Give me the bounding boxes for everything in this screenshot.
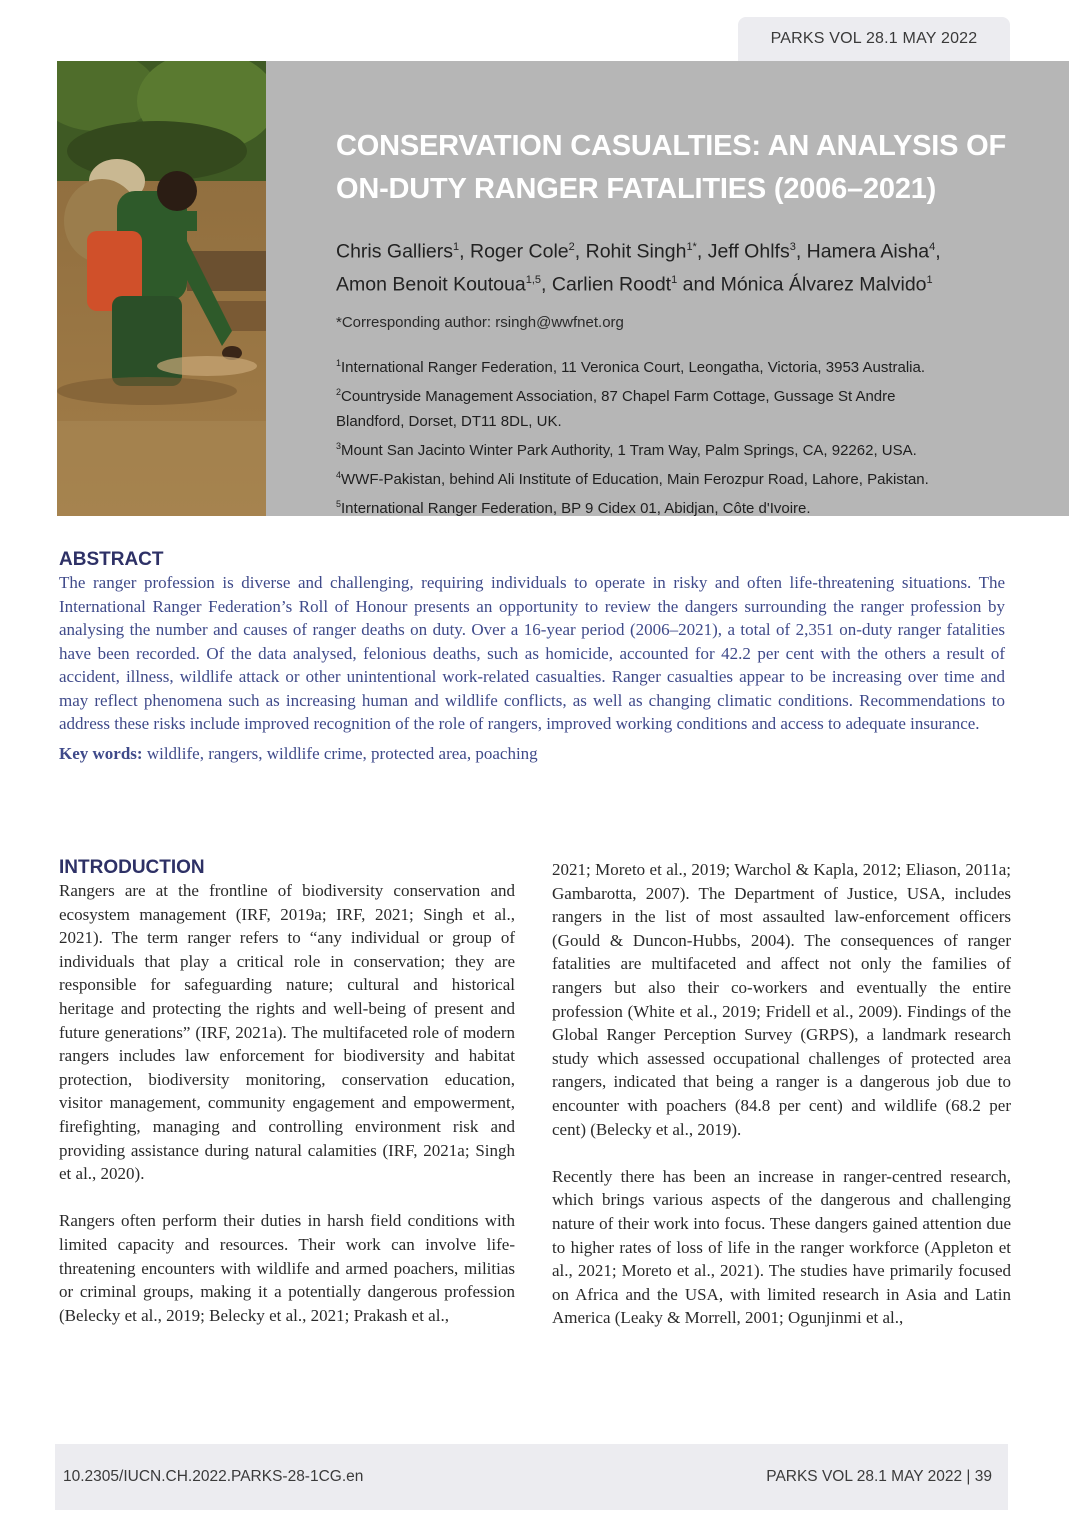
article-header bbox=[336, 125, 1036, 521]
author-affiliation-mark: 1,5 bbox=[525, 273, 542, 286]
affiliation-number: 1 bbox=[336, 358, 342, 368]
introduction-left-column bbox=[59, 857, 515, 1327]
affiliation-text: WWF-Pakistan, behind Ali Institute of Education, Main Ferozpur Road, Lahore, Pakistan. bbox=[341, 471, 929, 488]
introduction-heading: INTRODUCTION bbox=[59, 857, 205, 878]
title-line-1: CONSERVATION CASUALTIES: AN ANALYSIS OF bbox=[336, 130, 1006, 162]
affiliation bbox=[336, 434, 1036, 463]
affiliation-text: International Ranger Federation, 11 Veronica Court, Leongatha, Victoria, 3953 Australia. bbox=[341, 359, 926, 376]
abstract-section bbox=[59, 549, 1005, 764]
body-paragraph: Recently there has been an increase in ranger-centred research, which brings various aspects of the dangerous and challenging nature of their work into focus. These dangers gained attention due to higher rates of loss of life in the ranger workforce (Appleton et al., 2021; Moreto et al., 2021). The studies have primarily focused on Africa and the USA, with limited research in Asia and Latin America (Leaky & Morrell, 2001; Ogunjinmi et al., bbox=[552, 1166, 1011, 1328]
affiliation-number: 2 bbox=[336, 387, 342, 397]
author-affiliation-mark: 1 bbox=[671, 273, 678, 286]
keywords-list: wildlife, rangers, wildlife crime, protected area, poaching bbox=[146, 743, 538, 763]
author: Roger Cole bbox=[470, 240, 569, 263]
author-separator: , bbox=[459, 240, 470, 263]
author-separator: , bbox=[935, 240, 941, 263]
affiliation-number: 5 bbox=[336, 499, 342, 509]
body-paragraph: 2021; Moreto et al., 2019; Warchol & Kapla, 2012; Eliason, 2011a; Gambarotta, 2007). The Department of Justice, USA, includes rangers in the list of most assaulted law-enforcement officers (Gould & Duncon-Hubbs, 2004). The consequences of ranger fatalities are multifaceted and affect not only the families of rangers but also their co-workers and eventually the entire profession (White et al., 2019; Fridell et al., 2009). Findings of the Global Ranger Perception Survey (GRPS), a landmark research study which assessed occupational challenges of protected area rangers, indicated that being a ranger is a dangerous job due to encounter with poachers (84.8 per cent) and wildlife (68.2 per cent) (Belecky et al., 2019). bbox=[552, 860, 1011, 1139]
author: Amon Benoit Koutoua bbox=[336, 273, 526, 295]
abstract-text: The ranger profession is diverse and challenging, requiring individuals to operate in risky and often life-threatening situations. The International Ranger Federation’s Roll of Honour presents an opportunity to review the dangers surrounding the ranger profession by analysing the number and causes of ranger deaths on duty. Over a 16-year period (2006–2021), a total of 2,351 on-duty ranger fatalities have been recorded. Of the data analysed, felonious deaths, such as homicide, accounted for 42.2 per cent with the others a result of accident, illness, wildlife attack or other unintentional work-related casualties. Ranger casualties appear to be increasing over time and may reflect phenomena such as increasing human and wildlife conflicts, as well as changing climatic conditions. Recommendations to address these risks include improved recognition of the role of rangers, improved working conditions and access to adequate insurance. bbox=[59, 573, 1005, 733]
introduction-right-column bbox=[552, 858, 1011, 1330]
affiliation bbox=[336, 492, 1036, 521]
author: Jeff Ohlfs bbox=[707, 240, 790, 263]
author-separator: , bbox=[541, 273, 552, 295]
author: Chris Galliers bbox=[336, 240, 454, 263]
author-affiliation-mark: 4 bbox=[929, 241, 936, 253]
author: Mónica Álvarez Malvido bbox=[720, 273, 927, 295]
author-list bbox=[336, 233, 1036, 298]
author-affiliation-mark: 1 bbox=[453, 241, 460, 253]
paragraph-gap bbox=[552, 1141, 1011, 1165]
page-number: PARKS VOL 28.1 MAY 2022 | 39 bbox=[766, 1468, 992, 1485]
body-paragraph: Rangers are at the frontline of biodiversity conservation and ecosystem management (IRF, 2019a; IRF, 2021; Singh et al., 2021). The term ranger refers to “any individual or group of individuals that play a critical role in conservation; they are responsible for safeguarding nature; cultural and historical heritage and protecting the rights and well-being of present and future generations” (IRF, 2021a). The multifaceted role of modern rangers includes law enforcement for biodiversity and habitat protection, biodiversity monitoring, conservation education, visitor management, community engagement and empowerment, firefighting, managing and controlling environment risk and providing assistance during natural calamities (IRF, 2021a; Singh et al., 2020). bbox=[59, 881, 515, 1184]
affiliation-number: 4 bbox=[336, 470, 342, 480]
paragraph-gap bbox=[59, 1186, 515, 1210]
author: Carlien Roodt bbox=[551, 273, 672, 295]
affiliation-text: International Ranger Federation, BP 9 Cidex 01, Abidjan, Côte d'Ivoire. bbox=[341, 500, 811, 517]
author-separator: , bbox=[574, 240, 586, 263]
author: Hamera Aisha bbox=[806, 240, 930, 263]
affiliation-list bbox=[336, 351, 1036, 521]
keywords bbox=[59, 744, 1005, 764]
ranger-photo bbox=[57, 61, 266, 516]
author: Rohit Singh bbox=[585, 240, 687, 263]
article-title bbox=[336, 125, 1036, 211]
affiliation bbox=[336, 463, 1036, 492]
affiliation-text: Mount San Jacinto Winter Park Authority, 1 Tram Way, Palm Springs, CA, 92262, USA. bbox=[341, 442, 917, 459]
affiliation bbox=[336, 380, 956, 434]
corresponding-author: *Corresponding author: rsingh@wwfnet.org bbox=[336, 314, 624, 331]
author-separator: and bbox=[677, 273, 721, 295]
author-separator: , bbox=[696, 240, 708, 263]
affiliation-text: Countryside Management Association, 87 Chapel Farm Cottage, Gussage St Andre Blandford, Dorset, DT11 8DL, UK. bbox=[336, 388, 896, 430]
author-affiliation-mark: 2 bbox=[568, 241, 575, 253]
affiliation-number: 3 bbox=[336, 441, 342, 451]
affiliation bbox=[336, 351, 1036, 380]
author-separator: , bbox=[795, 240, 807, 263]
title-line-2: ON-DUTY RANGER FATALITIES (2006–2021) bbox=[336, 173, 937, 205]
author-affiliation-mark: 3 bbox=[789, 241, 796, 253]
doi-link[interactable]: 10.2305/IUCN.CH.2022.PARKS-28-1CG.en bbox=[63, 1468, 364, 1485]
keywords-label: Key words: bbox=[59, 743, 143, 763]
abstract-heading: ABSTRACT bbox=[59, 549, 164, 570]
author-affiliation-mark: 1 bbox=[926, 273, 933, 286]
journal-issue-tab: PARKS VOL 28.1 MAY 2022 bbox=[738, 17, 1010, 61]
author-affiliation-mark: 1* bbox=[686, 241, 697, 253]
page-footer bbox=[55, 1444, 1008, 1510]
body-paragraph: Rangers often perform their duties in harsh field conditions with limited capacity and resources. Their work can involve life-threatening encounters with wildlife and armed poachers, militias or criminal groups, making it a potentially dangerous profession (Belecky et al., 2019; Belecky et al., 2021; Prakash et al., bbox=[59, 1211, 515, 1325]
